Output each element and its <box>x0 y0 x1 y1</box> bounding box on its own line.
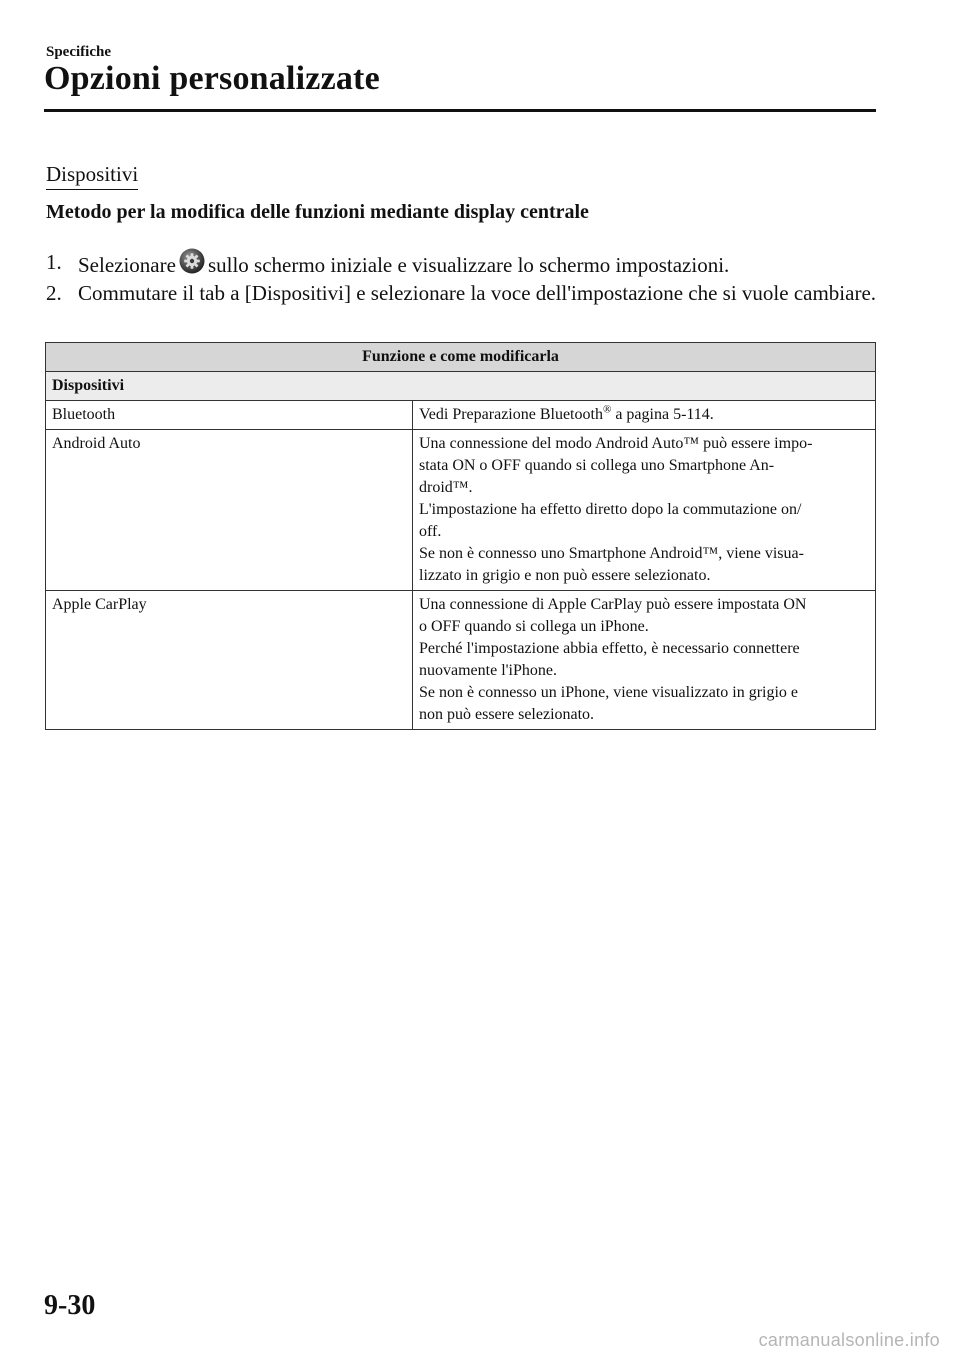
table-row <box>46 401 876 430</box>
desc-line: Una connessione di Apple CarPlay può essere impostata ON <box>419 596 807 613</box>
subsection-heading: Dispositivi <box>46 162 138 190</box>
setting-name: Bluetooth <box>46 401 413 430</box>
step-text-after-icon: sullo schermo iniziale e visualizzare lo schermo impostazioni. <box>207 253 730 277</box>
desc-line: Se non è connesso uno Smartphone Android™, viene visua- <box>419 545 804 562</box>
desc-text: Vedi Preparazione Bluetooth <box>419 406 603 423</box>
step-text: Commutare il tab a [Dispositivi] e selezionare la voce dell'impostazione che si vuole cambiare. <box>78 281 877 305</box>
gear-icon <box>179 248 205 274</box>
page-title: Opzioni personalizzate <box>44 60 380 97</box>
step-text-before-icon: Selezionare <box>78 253 176 277</box>
section-label: Specifiche <box>46 44 111 60</box>
watermark: carmanualsonline.info <box>758 1330 940 1350</box>
step-number: 1. <box>46 250 62 274</box>
desc-line: stata ON o OFF quando si collega uno Smartphone An- <box>419 457 775 474</box>
registered-mark: ® <box>602 403 612 416</box>
table-header-row <box>46 343 876 372</box>
desc-text: a pagina 5-114. <box>611 406 714 423</box>
step-2 <box>46 279 876 307</box>
setting-description <box>413 401 876 430</box>
steps-list <box>46 248 876 307</box>
page-number: 9-30 <box>44 1290 96 1321</box>
setting-description <box>413 591 876 730</box>
desc-line: off. <box>419 523 442 540</box>
step-number: 2. <box>46 281 62 305</box>
table-header: Funzione e come modificarla <box>46 343 876 372</box>
desc-line: Perché l'impostazione abbia effetto, è necessario connettere <box>419 640 800 657</box>
table-row <box>46 430 876 591</box>
desc-line: lizzato in grigio e non può essere selezionato. <box>419 567 711 584</box>
setting-name: Apple CarPlay <box>46 591 413 730</box>
table-group-label: Dispositivi <box>46 372 876 401</box>
desc-line: nuovamente l'iPhone. <box>419 662 557 679</box>
step-1 <box>46 248 876 279</box>
desc-line: o OFF quando si collega un iPhone. <box>419 618 649 635</box>
table-row <box>46 591 876 730</box>
desc-line: non può essere selezionato. <box>419 706 595 723</box>
title-divider <box>44 109 876 112</box>
step-text <box>78 248 876 279</box>
setting-name: Android Auto <box>46 430 413 591</box>
setting-description <box>413 430 876 591</box>
table-group-row <box>46 372 876 401</box>
desc-line: Se non è connesso un iPhone, viene visualizzato in grigio e <box>419 684 799 701</box>
desc-line: droid™. <box>419 479 473 496</box>
desc-line: Una connessione del modo Android Auto™ può essere impo- <box>419 435 813 452</box>
method-heading: Metodo per la modifica delle funzioni mediante display centrale <box>46 201 589 223</box>
desc-line: L'impostazione ha effetto diretto dopo la commutazione on/ <box>419 501 802 518</box>
settings-table <box>45 342 876 730</box>
